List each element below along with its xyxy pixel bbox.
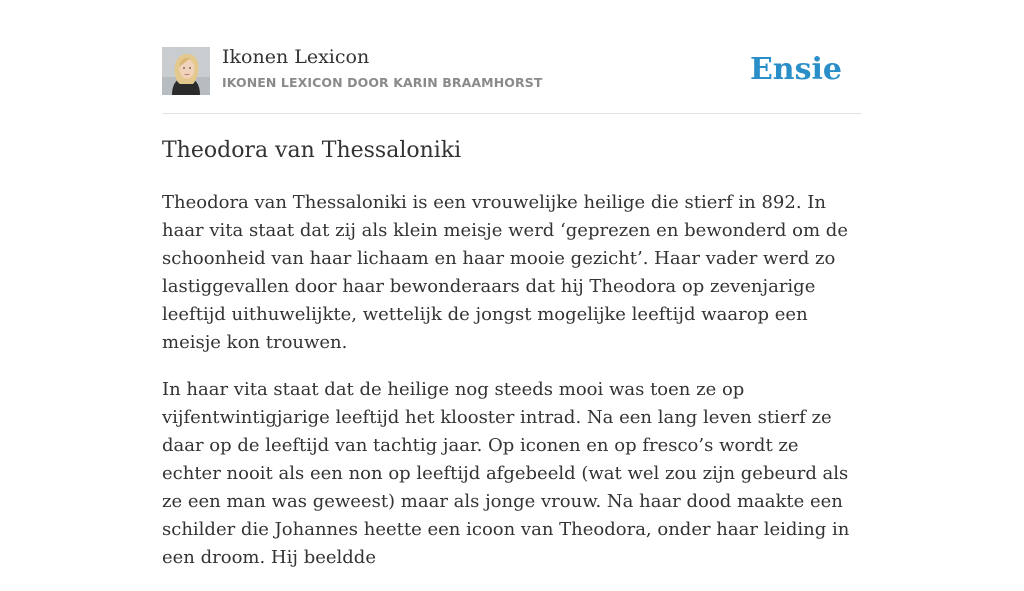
article-paragraph: Theodora van Thessaloniki is een vrouwelijke heilige die stierf in 892. In haar vita staat dat zij als klein meisje werd ‘geprezen en bewonderd om de schoonheid van haar lichaam en haar mooie gezicht’. Haar vader werd zo lastiggevallen door haar bewonderaars dat hij Theodora op zevenjarige leeftijd uithuwelijkte, wettelijk de jongst mogelijke leeftijd waarop een meisje kon trouwen. [162, 192, 848, 353]
blog-title[interactable]: Ikonen Lexicon [222, 46, 370, 68]
author-avatar[interactable] [162, 47, 210, 95]
article-paragraph: In haar vita staat dat de heilige nog steeds mooi was toen ze op vijfentwintigjarige leeftijd het klooster intrad. Na een lang leven stierf ze daar op de leeftijd van tachtig jaar. Op iconen en op fresco’s wordt ze echter nooit als een non op leeftijd afgebeeld (wat wel zou zijn gebeurd als ze een man was geweest) maar als jonge vrouw. Na haar dood maakte een schilder die Johannes heette een icoon van Theodora, onder haar leiding in een droom. Hij beeldde [162, 379, 850, 568]
blog-header [162, 0, 862, 114]
page-container [162, 0, 862, 568]
author-portrait-icon [162, 47, 210, 95]
article-title: Theodora van Thessaloniki [162, 138, 462, 163]
article-body [162, 189, 862, 591]
blog-subtitle: IKONEN LEXICON DOOR KARIN BRAAMHORST [222, 75, 543, 90]
ensie-logo[interactable]: Ensie [749, 52, 842, 87]
